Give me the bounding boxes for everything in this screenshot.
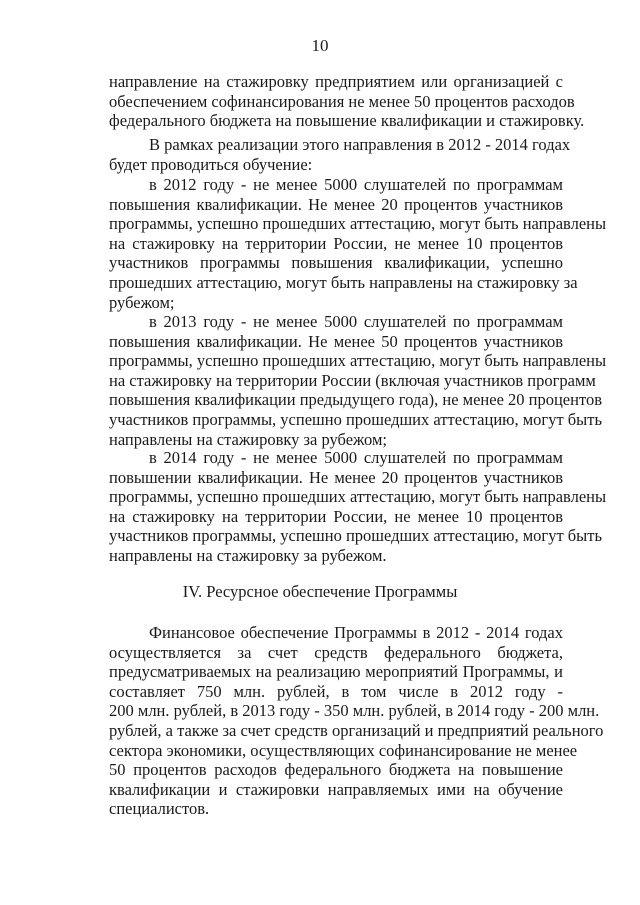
- paragraph-continuation: [109, 72, 585, 131]
- text-line: участников программы повышения квалификации, успешно: [109, 253, 563, 273]
- text-line: повышении квалификации. Не менее 20 процентов участников: [109, 467, 563, 487]
- text-line: повышения квалификации предыдущего года), не менее 20 процентов: [109, 390, 602, 410]
- text-line: на стажировку на территории России (включая участников программ: [109, 370, 596, 390]
- text-line: прошедших аттестацию, могут быть направлены на стажировку за: [109, 272, 578, 292]
- text-line: программы, успешно прошедших аттестацию, могут быть направлены: [109, 214, 607, 234]
- text-line: сектора экономики, осуществляющих софинансирование не менее: [109, 740, 578, 760]
- text-line: 50 процентов расходов федерального бюджета на повышение: [109, 760, 563, 780]
- text-line: на стажировку на территории России, не менее 10 процентов: [109, 506, 563, 526]
- text-line: федерального бюджета на повышение квалификации и стажировку.: [109, 111, 585, 131]
- text-line: квалификации и стажировки направляемых ими на обучение: [109, 779, 563, 799]
- paragraph-2012: [109, 175, 607, 312]
- text-line: Финансовое обеспечение Программы в 2012 - 2014 годах: [149, 623, 563, 642]
- text-line: 200 млн. рублей, в 2013 году - 350 млн. рублей, в 2014 году - 200 млн.: [109, 701, 600, 721]
- text-line: направлены на стажировку за рубежом;: [109, 429, 388, 449]
- text-line: рубежом;: [109, 292, 175, 312]
- text-line: осуществляется за счет средств федерального бюджета,: [109, 642, 563, 662]
- text-line: программы, успешно прошедших аттестацию, могут быть направлены: [109, 487, 607, 507]
- paragraph-funding: [109, 623, 604, 819]
- paragraph-2013: [109, 312, 607, 449]
- paragraph-direction-intro: [109, 135, 571, 174]
- text-line: направлены на стажировку за рубежом.: [109, 545, 387, 565]
- text-line: в 2014 году - не менее 5000 слушателей по программам: [149, 448, 563, 467]
- text-line: рублей, а также за счет средств организаций и предприятий реального: [109, 720, 604, 740]
- text-line: повышения квалификации. Не менее 20 процентов участников: [109, 194, 563, 214]
- paragraph-2014: [109, 448, 607, 566]
- text-line: в 2012 году - не менее 5000 слушателей по программам: [149, 175, 563, 194]
- text-line: предусматриваемых на реализацию мероприятий Программы, и: [109, 662, 563, 682]
- text-line: В рамках реализации этого направления в 2012 - 2014 годах: [149, 135, 571, 154]
- text-line: составляет 750 млн. рублей, в том числе в 2012 году -: [109, 681, 563, 701]
- text-line: обеспечением софинансирования не менее 50 процентов расходов: [109, 91, 575, 111]
- text-line: на стажировку на территории России, не менее 10 процентов: [109, 233, 563, 253]
- text-line: участников программы, успешно прошедших аттестацию, могут быть: [109, 409, 602, 429]
- text-line: специалистов.: [109, 799, 210, 819]
- section-heading: IV. Ресурсное обеспечение Программы: [182, 582, 458, 601]
- page-number: 10: [311, 36, 329, 55]
- text-line: в 2013 году - не менее 5000 слушателей по программам: [149, 312, 563, 331]
- text-line: программы, успешно прошедших аттестацию, могут быть направлены: [109, 351, 607, 371]
- text-line: будет проводиться обучение:: [109, 154, 313, 174]
- text-line: участников программы, успешно прошедших аттестацию, могут быть: [109, 526, 602, 546]
- text-line: направление на стажировку предприятием или организацией с: [109, 72, 563, 91]
- text-line: повышения квалификации. Не менее 50 процентов участников: [109, 331, 563, 351]
